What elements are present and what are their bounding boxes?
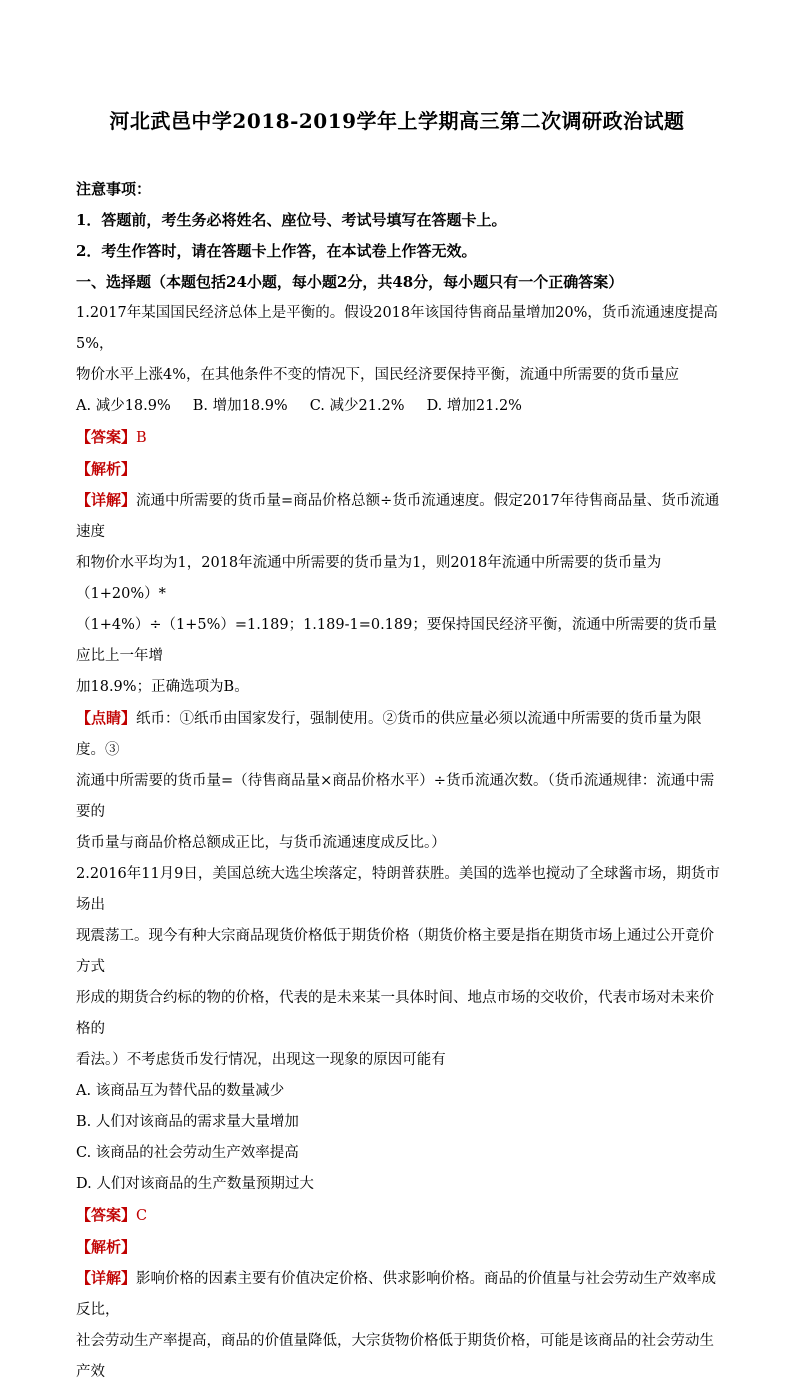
- q2-detail-line: 社会劳动生产率提高，商品的价值量降低，大宗货物价格低于期货价格，可能是该商品的社会劳动生产效: [76, 1333, 714, 1380]
- q1-answer: [76, 422, 728, 454]
- q2-stem-line: 形成的期货合约标的物的价格，代表的是未来某一具体时间、地点市场的交收价，代表市场对未来价格的: [76, 990, 714, 1037]
- q2-option-d: D. 人们对该商品的生产数量预期过大: [76, 1176, 314, 1192]
- q1-stem-line: 1.2017年某国国民经济总体上是平衡的。假设2018年该国待售商品量增加20%，货币流通速度提高5%，: [76, 305, 718, 352]
- detail-label: 【详解】: [76, 1269, 137, 1287]
- q1-option-b: B. 增加18.9%: [192, 398, 288, 414]
- point-label: 【点睛】: [76, 709, 137, 727]
- q2-answer-value: C: [136, 1208, 148, 1224]
- detail-label: 【详解】: [76, 491, 137, 509]
- q2-analysis-label: 【解析】: [76, 1238, 137, 1256]
- q2-stem-line: 现震荡工。现今有种大宗商品现货价格低于期货价格（期货价格主要是指在期货市场上通过公开竟价方式: [76, 928, 714, 975]
- q1-detail-line: 和物价水平均为1，2018年流通中所需要的货币量为1，则2018年流通中所需要的货币量为（1+20%）*: [76, 555, 662, 602]
- answer-label: 【答案】: [76, 428, 137, 446]
- q2-option-b: B. 人们对该商品的需求量大量增加: [76, 1114, 299, 1130]
- q1-stem-line: 物价水平上涨4%，在其他条件不变的情况下，国民经济要保持平衡，流通中所需要的货币量应: [76, 367, 679, 383]
- q1-point-line: 货币量与商品价格总额成正比，与货币流通速度成反比。）: [76, 835, 446, 851]
- q1-analysis-label: 【解析】: [76, 460, 137, 478]
- note-item: 2．考生作答时，请在答题卡上作答，在本试卷上作答无效。: [76, 242, 477, 260]
- section-heading: 一、选择题（本题包括24小题，每小题2分，共48分，每小题只有一个正确答案）: [76, 273, 624, 291]
- q2-stem-line: 2.2016年11月9日，美国总统大选尘埃落定，特朗普获胜。美国的选举也搅动了全球酱市场，期货市场出: [76, 866, 720, 913]
- q1-options: [76, 391, 728, 422]
- q1-option-d: D. 增加21.2%: [426, 398, 522, 414]
- q1-answer-value: B: [136, 430, 147, 446]
- notes-heading: 注意事项：: [76, 180, 152, 198]
- q2-stem-line: 看法。）不考虑货币发行情况，出现这一现象的原因可能有: [76, 1052, 446, 1068]
- note-item: 1．答题前，考生务必将姓名、座位号、考试号填写在答题卡上。: [76, 211, 507, 229]
- q2-detail-line: 【详解】影响价格的因素主要有价值决定价格、供求影响价格。商品的价值量与社会劳动生产效率成反比，: [76, 1269, 717, 1318]
- q1-detail-line: 【详解】流通中所需要的货币量=商品价格总额÷货币流通速度。假定2017年待售商品量、货币流通速度: [76, 491, 720, 540]
- answer-label: 【答案】: [76, 1206, 137, 1224]
- document-body: [76, 174, 728, 1388]
- q1-detail-line: （1+4%）÷（1+5%）=1.189；1.189-1=0.189；要保持国民经济平衡，流通中所需要的货币量应比上一年增: [76, 617, 717, 664]
- q1-option-c: C. 减少21.2%: [309, 398, 405, 414]
- document-title: 河北武邑中学2018-2019学年上学期高三第二次调研政治试题: [109, 109, 685, 133]
- q2-option-a: A. 该商品互为替代品的数量减少: [76, 1083, 285, 1099]
- q1-option-a: A. 减少18.9%: [76, 398, 171, 414]
- q1-detail-line: 加18.9%；正确选项为B。: [76, 679, 249, 695]
- q1-point-line: 流通中所需要的货币量=（待售商品量×商品价格水平）÷货币流通次数。（货币流通规律：流通中需要的: [76, 773, 715, 820]
- q1-point-line: 【点睛】纸币：①纸币由国家发行，强制使用。②货币的供应量必须以流通中所需要的货币量为限度。③: [76, 709, 702, 758]
- q2-answer: [76, 1200, 728, 1232]
- q2-option-c: C. 该商品的社会劳动生产效率提高: [76, 1145, 299, 1161]
